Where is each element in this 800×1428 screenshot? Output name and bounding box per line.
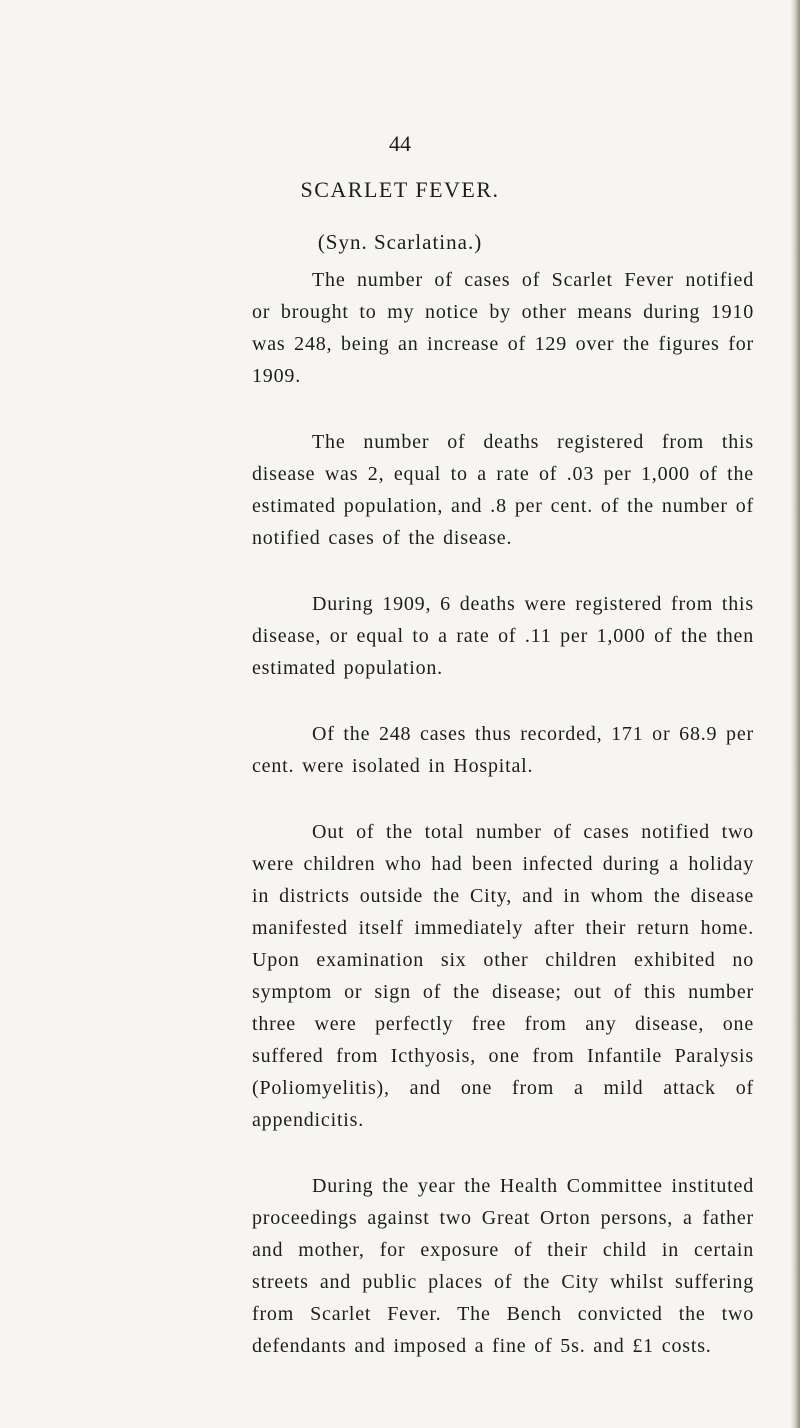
page-edge-shadow	[790, 0, 800, 1428]
page-subtitle: (Syn. Scarlatina.)	[317, 230, 483, 254]
page-title: SCARLET FEVER.	[300, 177, 500, 202]
paragraph-notified-cases: The number of cases of Scarlet Fever notified or brought to my notice by other means during 1910 was 248, being an increase of 129 over the figures for 1909.	[252, 269, 754, 387]
body-text	[252, 264, 754, 1396]
paragraph-isolated: Of the 248 cases thus recorded, 171 or 68.9 per cent. were isolated in Hospital.	[252, 723, 754, 777]
page-number: 44	[389, 131, 411, 156]
paragraph-deaths-1910: The number of deaths registered from this disease was 2, equal to a rate of .03 per 1,000 of the estimated population, and .8 per cent. of the number of notified cases of the disease.	[252, 431, 754, 549]
paragraph-deaths-1909: During 1909, 6 deaths were registered from this disease, or equal to a rate of .11 per 1,000 of the then estimated population.	[252, 593, 754, 679]
paragraph-proceedings: During the year the Health Committee instituted proceedings against two Great Orton persons, a father and mother, for exposure of their child in certain streets and public places of the City whilst suffering from Scarlet Fever. The Bench convicted the two defendants and imposed a fine of 5s. and £1 costs.	[252, 1175, 754, 1357]
paragraph-holiday-cases: Out of the total number of cases notified two were children who had been infected during a holiday in districts outside the City, and in whom the disease manifested itself immediately after their return home. Upon examination six other children exhibited no symptom or sign of the disease; out of this number three were perfectly free from any disease, one suffered from Icthyosis, one from Infantile Paralysis (Poliomyelitis), and one from a mild attack of appendicitis.	[252, 821, 754, 1131]
